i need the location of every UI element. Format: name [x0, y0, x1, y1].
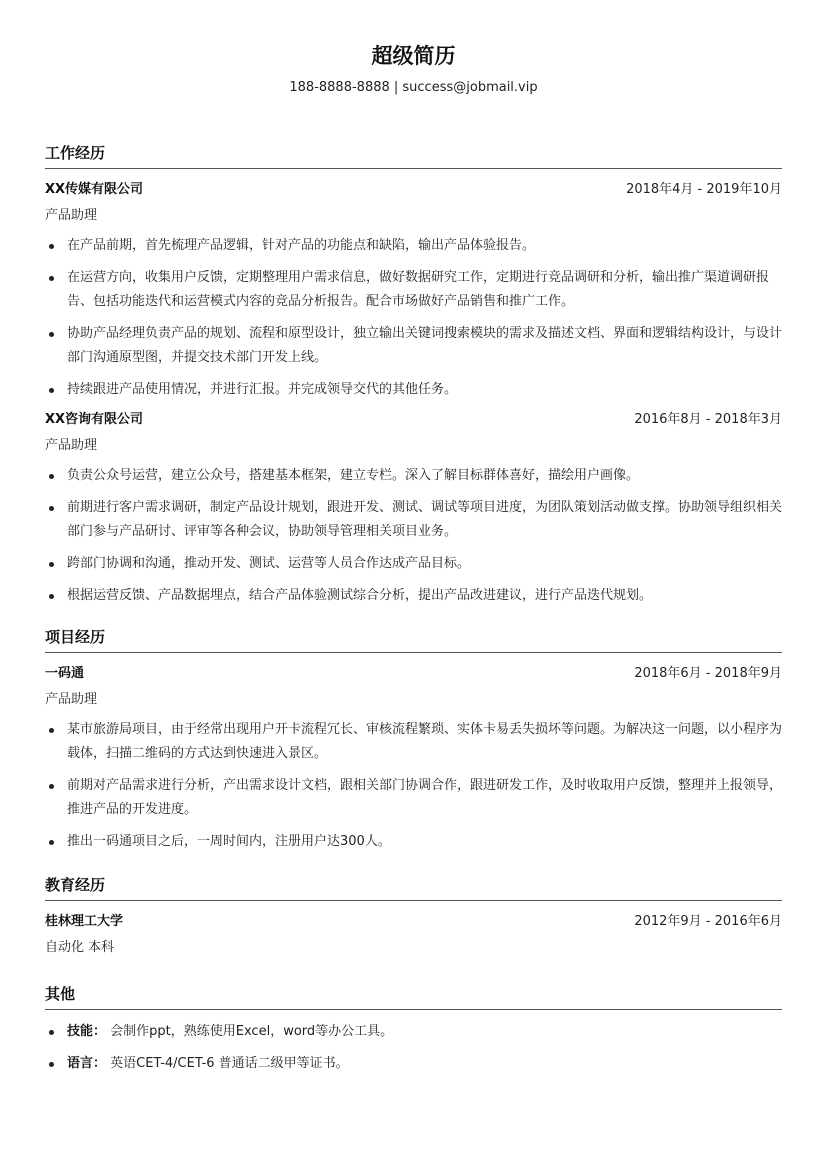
- work-section-title: 工作经历: [45, 142, 782, 169]
- job-role: 产品助理: [45, 208, 98, 223]
- list-item: 跨部门协调和沟通，推动开发、测试、运营等人员合作达成产品目标。: [45, 552, 782, 576]
- date-range: 2018年6月 - 2018年9月: [634, 666, 782, 681]
- bullet-list: [45, 1020, 782, 1076]
- language-text: 英语CET-4/CET-6 普通话二级甲等证书。: [110, 1056, 349, 1071]
- school-name: 桂林理工大学: [45, 914, 124, 929]
- skills-text: 会制作ppt，熟练使用Excel，word等办公工具。: [110, 1024, 394, 1039]
- bullet-list: [45, 718, 782, 854]
- job-role: 产品助理: [45, 692, 98, 707]
- education-section: [45, 874, 782, 958]
- list-item: 前期进行客户需求调研，制定产品设计规划，跟进开发、测试、调试等项目进度，为团队策划活动做支撑。协助领导组织相关部门参与产品研讨、评审等各种会议，协助领导管理相关项目业务。: [45, 496, 782, 544]
- language-label: 语言：: [67, 1056, 107, 1071]
- contact-info: 188-8888-8888 | success@jobmail.vip: [289, 80, 538, 95]
- project-section: [45, 626, 782, 854]
- entry-header: [45, 912, 782, 932]
- job-role: 产品助理: [45, 438, 98, 453]
- project-section-title: 项目经历: [45, 626, 782, 653]
- education-section-title: 教育经历: [45, 874, 782, 901]
- list-item: [45, 1020, 782, 1044]
- project-entry: [45, 664, 782, 854]
- list-item: 在产品前期，首先梳理产品逻辑，针对产品的功能点和缺陷，输出产品体验报告。: [45, 234, 782, 258]
- resume-title: 超级简历: [371, 44, 456, 68]
- list-item: 前期对产品需求进行分析，产出需求设计文档，跟相关部门协调合作，跟进研发工作，及时收取用户反馈，整理并上报领导，推进产品的开发进度。: [45, 774, 782, 822]
- entry-header: [45, 664, 782, 684]
- work-entry: [45, 410, 782, 608]
- list-item: 协助产品经理负责产品的规划、流程和原型设计，独立输出关键词搜索模块的需求及描述文档、界面和逻辑结构设计，与设计部门沟通原型图，并提交技术部门开发上线。: [45, 322, 782, 370]
- other-section-title: 其他: [45, 983, 782, 1010]
- date-range: 2018年4月 - 2019年10月: [626, 182, 782, 197]
- entry-header: [45, 180, 782, 200]
- list-item: 在运营方向，收集用户反馈，定期整理用户需求信息，做好数据研究工作，定期进行竞品调研和分析，输出推广渠道调研报告、包括功能迭代和运营模式内容的竞品分析报告。配合市场做好产品销售和推广工作。: [45, 266, 782, 314]
- other-section: [45, 983, 782, 1076]
- education-entry: [45, 912, 782, 958]
- company-name: XX传媒有限公司: [45, 182, 144, 197]
- date-range: 2016年8月 - 2018年3月: [634, 412, 782, 427]
- list-item: 持续跟进产品使用情况，并进行汇报。并完成领导交代的其他任务。: [45, 378, 782, 402]
- list-item: [45, 1052, 782, 1076]
- skills-label: 技能：: [67, 1024, 107, 1039]
- work-section: [45, 142, 782, 608]
- project-name: 一码通: [45, 666, 85, 681]
- degree: 自动化 本科: [45, 940, 115, 955]
- list-item: 推出一码通项目之后，一周时间内，注册用户达300人。: [45, 830, 782, 854]
- entry-header: [45, 410, 782, 430]
- list-item: 根据运营反馈、产品数据埋点，结合产品体验测试综合分析，提出产品改进建议，进行产品迭代规划。: [45, 584, 782, 608]
- list-item: 负责公众号运营，建立公众号，搭建基本框架，建立专栏。深入了解目标群体喜好，描绘用户画像。: [45, 464, 782, 488]
- company-name: XX咨询有限公司: [45, 412, 144, 427]
- date-range: 2012年9月 - 2016年6月: [634, 914, 782, 929]
- work-entry: [45, 180, 782, 402]
- list-item: 某市旅游局项目，由于经常出现用户开卡流程冗长、审核流程繁琐、实体卡易丢失损坏等问题。为解决这一问题，以小程序为载体，扫描二维码的方式达到快速进入景区。: [45, 718, 782, 766]
- bullet-list: [45, 464, 782, 608]
- bullet-list: [45, 234, 782, 402]
